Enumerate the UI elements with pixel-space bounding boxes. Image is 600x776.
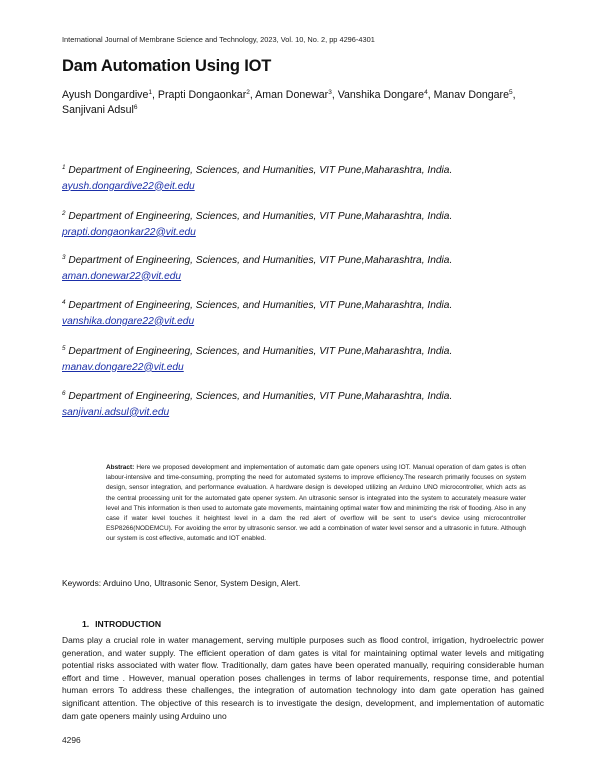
affiliation-2 xyxy=(62,209,562,240)
section-number: 1. xyxy=(82,619,90,629)
author-name: Aman Donewar xyxy=(255,89,329,101)
author-sup: 1 xyxy=(148,89,152,96)
affiliation-sup: 3 xyxy=(62,254,66,261)
affiliation-sup: 5 xyxy=(62,345,66,352)
affiliation-4 xyxy=(62,298,562,329)
email-link[interactable]: prapti.dongaonkar22@vit.edu xyxy=(62,226,196,238)
author-sup: 4 xyxy=(424,89,428,96)
author-sup: 3 xyxy=(328,89,332,96)
author-name: Manav Dongare xyxy=(433,89,509,101)
affiliation-text: Department of Engineering, Sciences, and Humanities, VIT Pune,Maharashtra, India. xyxy=(68,211,453,222)
email-link[interactable]: sanjivani.adsul@vit.edu xyxy=(62,406,170,418)
author-sup: 6 xyxy=(133,104,138,111)
paper-title: Dam Automation Using IOT xyxy=(62,57,272,75)
author-sep: , xyxy=(427,89,434,101)
email-link[interactable]: vanshika.dongare22@vit.edu xyxy=(62,315,195,327)
author-sep: , xyxy=(249,89,256,101)
author-name: Prapti Dongaonkar xyxy=(157,89,247,101)
affiliation-1 xyxy=(62,163,562,194)
section-title: INTRODUCTION xyxy=(95,619,162,629)
author-sep: , xyxy=(152,89,158,101)
affiliation-sup: 1 xyxy=(62,164,66,171)
abstract-block xyxy=(106,463,526,545)
author-sep: , xyxy=(331,89,338,101)
author-name: Sanjivani Adsul xyxy=(62,104,134,116)
section-heading-introduction xyxy=(82,619,167,629)
author-sup: 5 xyxy=(508,89,513,96)
page-number: 4296 xyxy=(62,735,81,745)
keywords-text: Arduino Uno, Ultrasonic Senor, System Design, Alert. xyxy=(102,578,301,588)
email-link[interactable]: aman.donewar22@vit.edu xyxy=(62,270,182,282)
introduction-paragraph: Dams play a crucial role in water management, serving multiple purposes such as flood control, irrigation, hydroelectric power generation, and water supply. The efficient operation of dam gates is vital for maintaining optimal water levels and mitigating potential risks associated with water flow. Traditionally, dam gates have been operated manually, requiring considerable human effort and time . However, manual operation poses challenges in terms of labor requirements, response time, and potential human errors To address these challenges, the integration of automation technology into dam gate operation has gained significant attention. The objective of this research is to investigate the design, development, and implementation of automatic dam gate openers mainly using Arduino uno xyxy=(62,635,544,721)
abstract-text: Here we proposed development and implementation of automatic dam gate openers using IOT. Manual operation of dam gates is often labour-intensive and time-consuming, prompting the need for automated systems to improve efficiency.The research primarily focuses on system design, sensor integration, and performance evaluation. A hardware design is developed utilizing an Arduino UNO microcontroller, which acts as the central processing unit for the automated gate opener system. An ultrasonic sensor is integrated into the system to accurately measure water level and This information is then used to automate gate movements, maintaining optimal water flow and minimizing the risk of flooding. Also in any case if water level touches it heightest level in a dam the red alert of overflow will be sent to user's device using microcontroller ESP8266(NODEMCU). For avoiding the error by ultrasonic sensor. we add a combination of water level sensor and a ultrasonic in future. Although our system is cost effective, automatic and IOT enabled. xyxy=(106,464,526,543)
affiliation-text: Department of Engineering, Sciences, and Humanities, VIT Pune,Maharashtra, India. xyxy=(68,165,453,176)
affiliation-text: Department of Engineering, Sciences, and Humanities, VIT Pune,Maharashtra, India. xyxy=(68,255,453,266)
author-sep: , xyxy=(512,89,516,101)
author-name: Vanshika Dongare xyxy=(337,89,425,101)
author-list xyxy=(62,88,562,118)
affiliation-5 xyxy=(62,344,562,375)
affiliation-text: Department of Engineering, Sciences, and Humanities, VIT Pune,Maharashtra, India. xyxy=(68,300,453,311)
affiliation-sup: 6 xyxy=(62,390,66,397)
affiliation-sup: 2 xyxy=(62,210,66,217)
email-link[interactable]: manav.dongare22@vit.edu xyxy=(62,361,184,373)
author-name: Ayush Dongardive xyxy=(62,89,149,101)
journal-header: International Journal of Membrane Science and Technology, 2023, Vol. 10, No. 2, pp 4296-4301 xyxy=(62,35,375,44)
affiliation-sup: 4 xyxy=(62,299,66,306)
author-sup: 2 xyxy=(246,89,250,96)
affiliation-6 xyxy=(62,389,562,420)
keywords-label: Keywords: xyxy=(62,578,102,588)
affiliation-text: Department of Engineering, Sciences, and Humanities, VIT Pune,Maharashtra, India. xyxy=(68,346,453,357)
affiliation-text: Department of Engineering, Sciences, and Humanities, VIT Pune,Maharashtra, India. xyxy=(68,391,453,402)
affiliation-3 xyxy=(62,253,562,284)
abstract-label: Abstract: xyxy=(106,464,135,471)
keywords-line xyxy=(62,578,300,588)
email-link[interactable]: ayush.dongardive22@eit.edu xyxy=(62,180,195,192)
